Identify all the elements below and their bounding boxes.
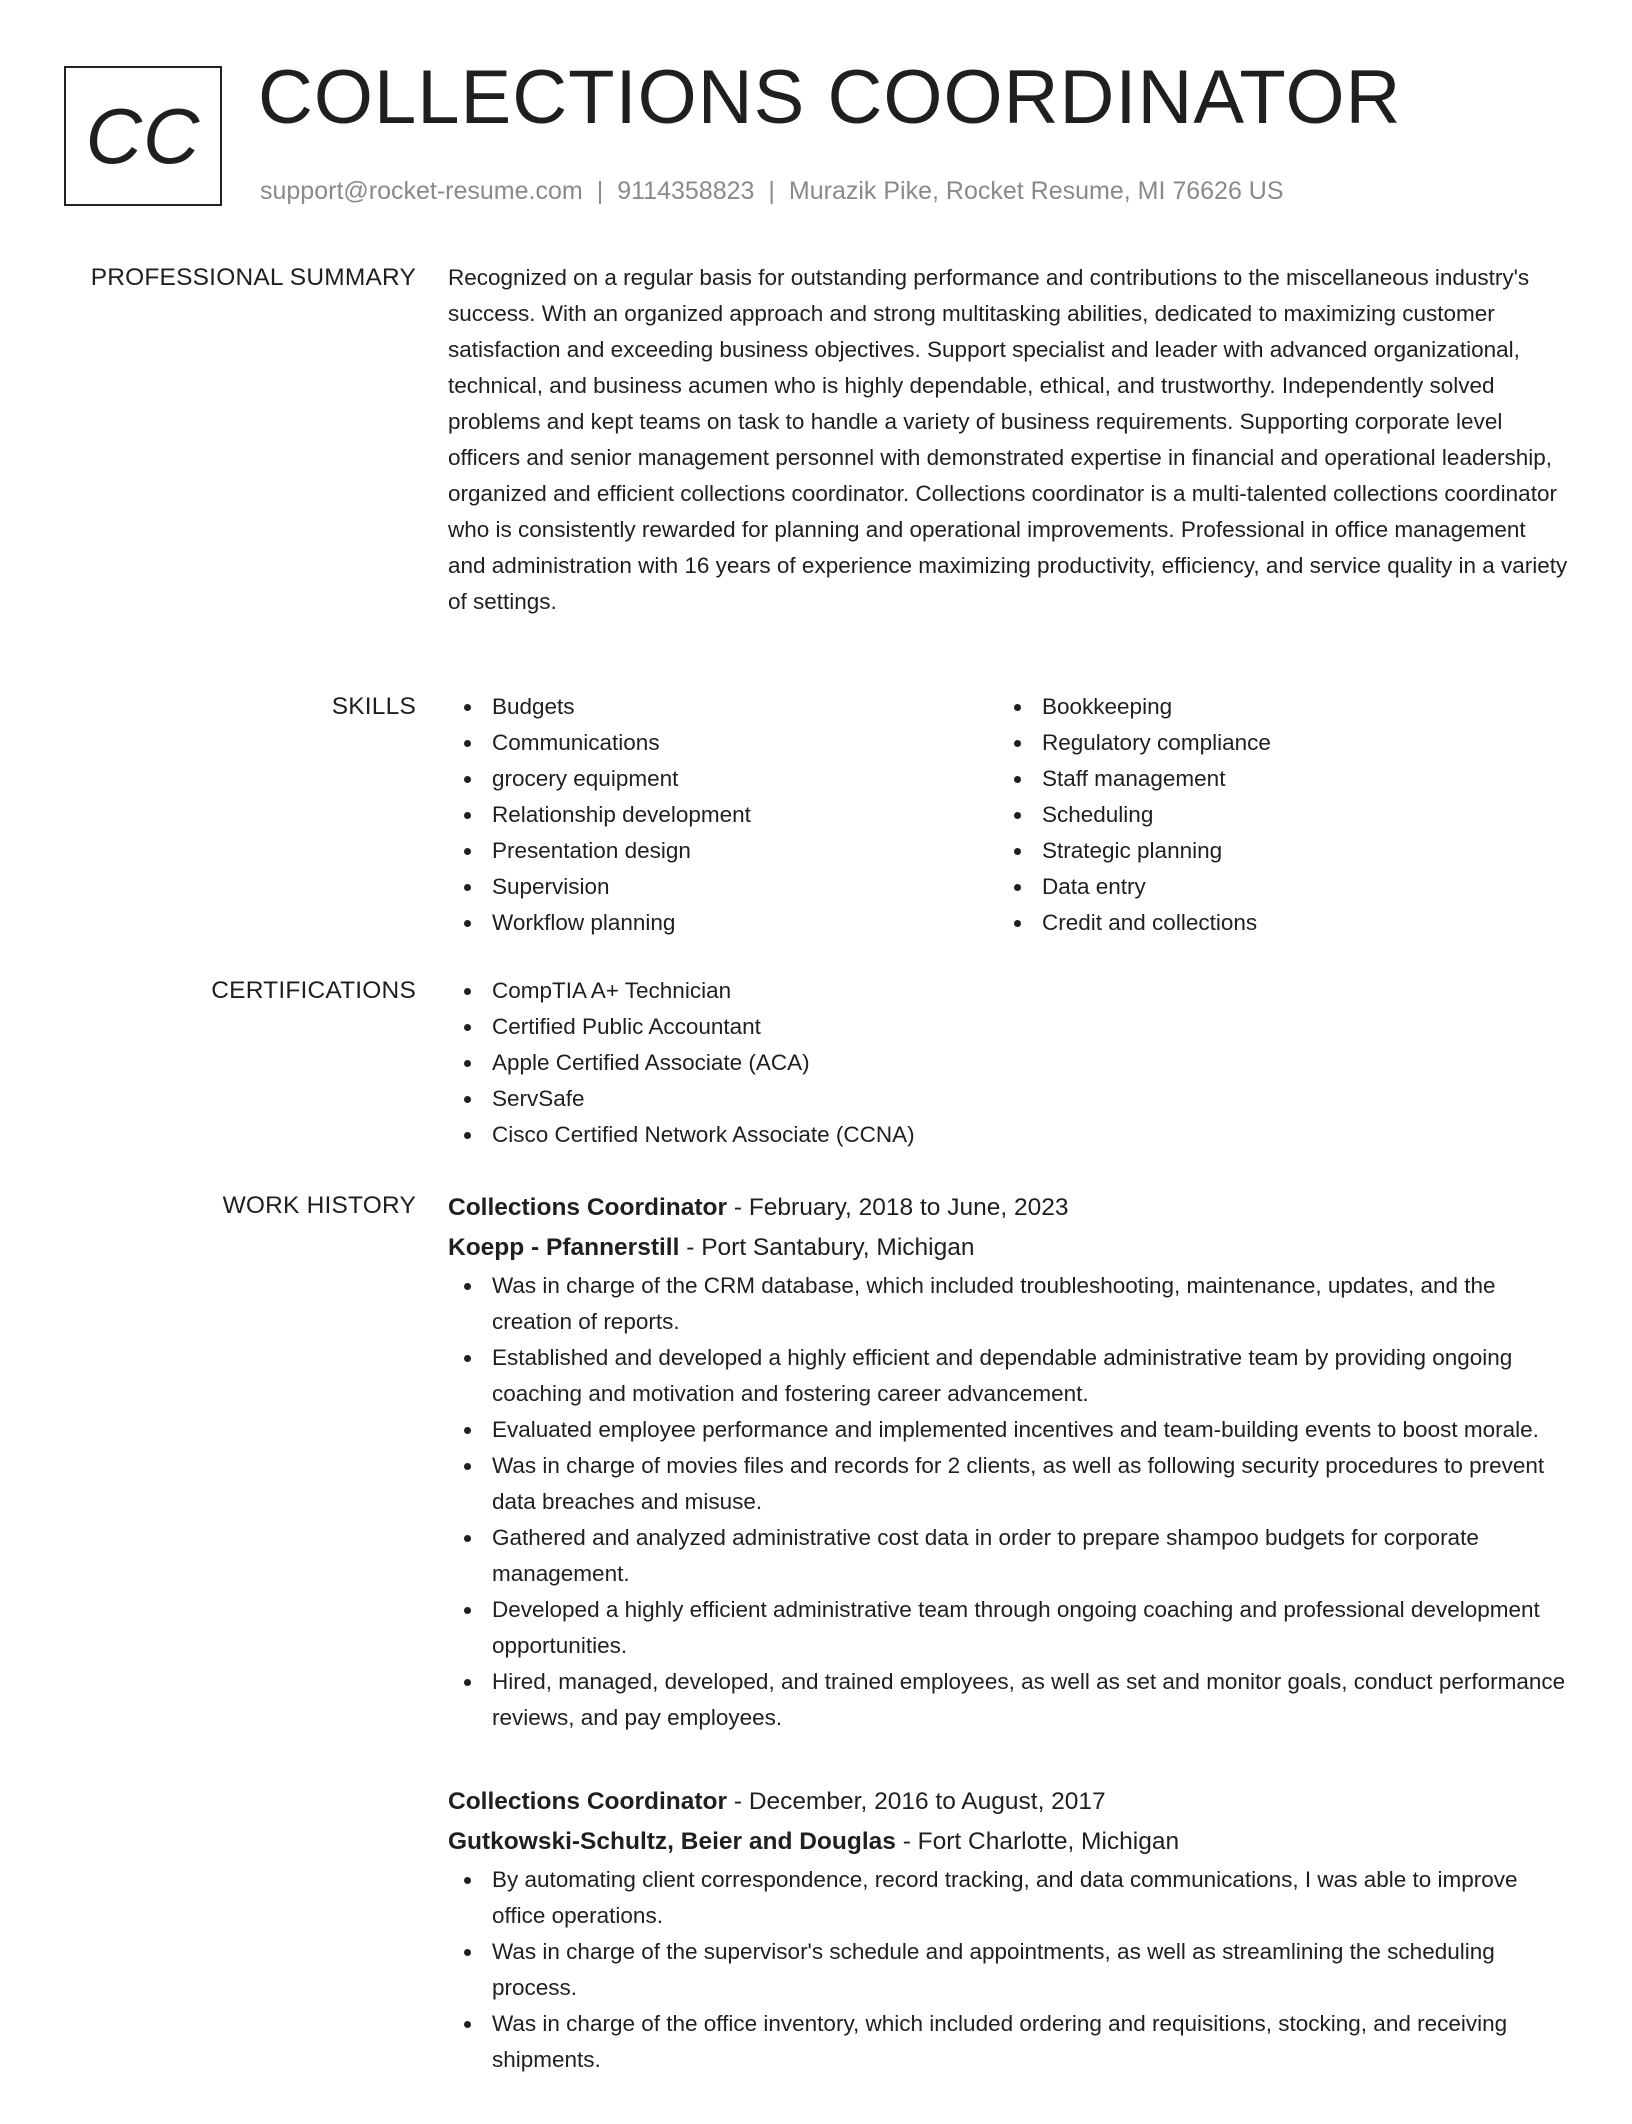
job-duty-item: Hired, managed, developed, and trained employees, as well as set and monitor goals, conduct performance reviews, and pay employees. [448, 1664, 1568, 1736]
job-title: Collections Coordinator [448, 1194, 728, 1221]
skill-item: grocery equipment [448, 761, 998, 797]
skill-item: Relationship development [448, 797, 998, 833]
job-title: Collections Coordinator [448, 1788, 728, 1815]
certification-item: CompTIA A+ Technician [448, 973, 1568, 1009]
skill-item: Staff management [998, 761, 1548, 797]
certification-item: Certified Public Accountant [448, 1009, 1568, 1045]
monogram-box [64, 66, 222, 206]
skills-body [448, 689, 1568, 941]
contact-separator: | [768, 177, 775, 205]
job-duty-item: By automating client correspondence, record tracking, and data communications, I was able to improve office operations. [448, 1862, 1568, 1934]
work-heading: WORK HISTORY [222, 1192, 416, 1219]
skills-list-left [448, 689, 998, 941]
job-dates: - December, 2016 to August, 2017 [727, 1788, 1106, 1815]
job-duties-list [448, 1268, 1568, 1736]
skill-item: Budgets [448, 689, 998, 725]
summary-heading: PROFESSIONAL SUMMARY [90, 264, 416, 291]
skill-item: Workflow planning [448, 905, 998, 941]
skill-item: Supervision [448, 869, 998, 905]
job-company: Koepp - Pfannerstill [448, 1234, 680, 1261]
job-entry [448, 1188, 1568, 1736]
job-title-line [448, 1782, 1568, 1822]
skill-item: Regulatory compliance [998, 725, 1548, 761]
summary-body [448, 260, 1568, 620]
skill-item: Communications [448, 725, 998, 761]
skill-item: Bookkeeping [998, 689, 1548, 725]
work-body [448, 1188, 1568, 2124]
skill-item: Presentation design [448, 833, 998, 869]
skill-item: Credit and collections [998, 905, 1548, 941]
skill-item: Scheduling [998, 797, 1548, 833]
skills-heading: SKILLS [331, 693, 416, 720]
resume-title: COLLECTIONS COORDINATOR [258, 55, 1402, 140]
job-entry [448, 1782, 1568, 2078]
contact-line [260, 176, 1284, 206]
certification-item: Apple Certified Associate (ACA) [448, 1045, 1568, 1081]
certifications-list [448, 973, 1568, 1153]
contact-email: support@rocket-resume.com [260, 177, 583, 205]
contact-address: Murazik Pike, Rocket Resume, MI 76626 US [788, 177, 1284, 205]
job-duties-list [448, 1862, 1568, 2078]
job-duty-item: Gathered and analyzed administrative cost data in order to prepare shampoo budgets for corporate management. [448, 1520, 1568, 1592]
job-company-line [448, 1822, 1568, 1862]
job-company: Gutkowski-Schultz, Beier and Douglas [448, 1828, 896, 1855]
job-duty-item: Evaluated employee performance and implemented incentives and team-building events to boost morale. [448, 1412, 1568, 1448]
monogram-initials: CC [85, 92, 201, 180]
certifications-heading: CERTIFICATIONS [211, 977, 416, 1004]
job-location: - Port Santabury, Michigan [679, 1234, 975, 1261]
job-company-line [448, 1228, 1568, 1268]
job-dates: - February, 2018 to June, 2023 [727, 1194, 1069, 1221]
skill-item: Data entry [998, 869, 1548, 905]
job-duty-item: Developed a highly efficient administrative team through ongoing coaching and professional development opportunities. [448, 1592, 1568, 1664]
certification-item: ServSafe [448, 1081, 1568, 1117]
job-duty-item: Was in charge of movies files and records for 2 clients, as well as following security procedures to prevent data breaches and misuse. [448, 1448, 1568, 1520]
skills-list-right [998, 689, 1548, 941]
job-duty-item: Was in charge of the office inventory, which included ordering and requisitions, stocking, and receiving shipments. [448, 2006, 1568, 2078]
summary-text: Recognized on a regular basis for outstanding performance and contributions to the miscellaneous industry's success. With an organized approach and strong multitasking abilities, dedicated to maximizing customer satisfaction and exceeding business objectives. Support specialist and leader with advanced organizational, technical, and business acumen who is highly dependable, ethical, and trustworthy. Independently solved problems and kept teams on task to handle a variety of business requirements. Supporting corporate level officers and senior management personnel with demonstrated expertise in financial and operational leadership, organized and efficient collections coordinator. Collections coordinator is a multi-talented collections coordinator who is consistently rewarded for planning and operational improvements. Professional in office management and administration with 16 years of experience maximizing productivity, efficiency, and service quality in a variety of settings. [448, 265, 1568, 614]
certification-item: Cisco Certified Network Associate (CCNA) [448, 1117, 1568, 1153]
contact-separator: | [596, 177, 604, 205]
contact-phone: 9114358823 [617, 177, 755, 205]
job-duty-item: Was in charge of the supervisor's schedule and appointments, as well as streamlining the scheduling process. [448, 1934, 1568, 2006]
job-location: - Fort Charlotte, Michigan [895, 1828, 1180, 1855]
skill-item: Strategic planning [998, 833, 1548, 869]
job-title-line [448, 1188, 1568, 1228]
job-duty-item: Established and developed a highly efficient and dependable administrative team by providing ongoing coaching and motivation and fostering career advancement. [448, 1340, 1568, 1412]
job-duty-item: Was in charge of the CRM database, which included troubleshooting, maintenance, updates, and the creation of reports. [448, 1268, 1568, 1340]
certifications-body [448, 973, 1568, 1153]
